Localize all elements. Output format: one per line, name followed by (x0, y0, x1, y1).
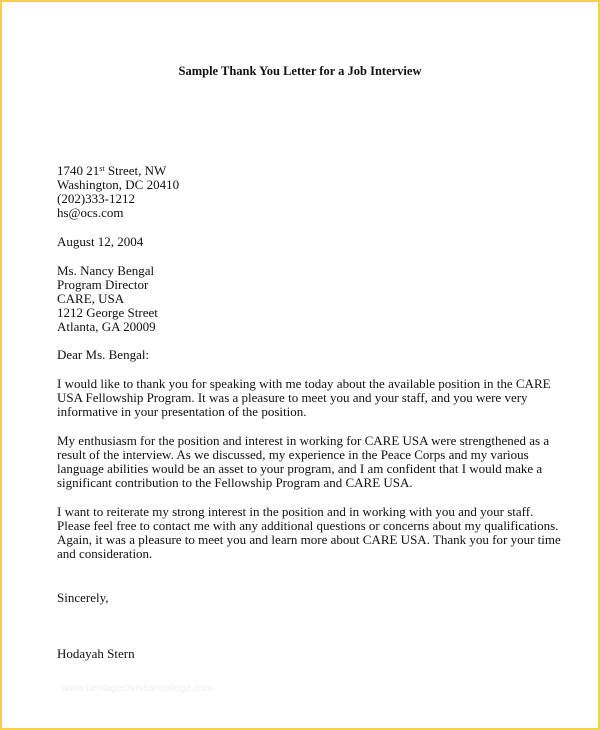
paragraph-1 (57, 377, 557, 419)
sender-street: 1740 21st Street, NW (57, 163, 167, 178)
paragraph-line: language abilities would be an asset to your program, and I am confident that I would make a (57, 461, 543, 476)
paragraph-2 (57, 434, 557, 490)
recipient-name: Ms. Nancy Bengal (57, 263, 155, 278)
paragraph-line: Again, it was a pleasure to meet you and learn more about CARE USA. Thank you for your time (57, 532, 561, 547)
paragraph-line: I want to reiterate my strong interest in the position and in working with you and your staff. (57, 504, 534, 519)
paragraph-line: Please feel free to contact me with any additional questions or concerns about my qualifications. (57, 518, 559, 533)
ordinal-suffix: st (99, 164, 105, 173)
paragraph-line: USA Fellowship Program. It was a pleasure to meet you and your staff, and you were very (57, 390, 528, 405)
paragraph-line: I would like to thank you for speaking with me today about the available position in the CARE (57, 376, 551, 391)
recipient-title: Program Director (57, 277, 149, 292)
letter-title: Sample Thank You Letter for a Job Interview (178, 64, 422, 78)
recipient-org: CARE, USA (57, 291, 125, 306)
sender-email: hs@ocs.com (57, 205, 124, 220)
signature-name: Hodayah Stern (57, 646, 135, 661)
paragraph-3 (57, 504, 561, 561)
paragraph-line: significant contribution to the Fellowship Program and CARE USA. (57, 475, 413, 490)
watermark: www.heritagechristiancollege.com (62, 683, 213, 694)
salutation: Dear Ms. Bengal: (57, 347, 150, 362)
recipient-address (57, 264, 557, 334)
recipient-street: 1212 George Street (57, 305, 158, 320)
letter-date: August 12, 2004 (57, 234, 144, 249)
recipient-city: Atlanta, GA 20009 (57, 319, 156, 334)
sender-city: Washington, DC 20410 (57, 177, 180, 192)
paragraph-line: and consideration. (57, 546, 153, 561)
sender-address (57, 164, 557, 220)
paragraph-line: My enthusiasm for the position and interest in working for CARE USA were strengthened as a (57, 433, 550, 448)
sender-phone: (202)333-1212 (57, 191, 135, 206)
paragraph-line: informative in your presentation of the position. (57, 404, 307, 419)
paragraph-line: result of the interview. As we discussed, my experience in the Peace Corps and my various (57, 447, 529, 462)
closing: Sincerely, (57, 590, 109, 605)
